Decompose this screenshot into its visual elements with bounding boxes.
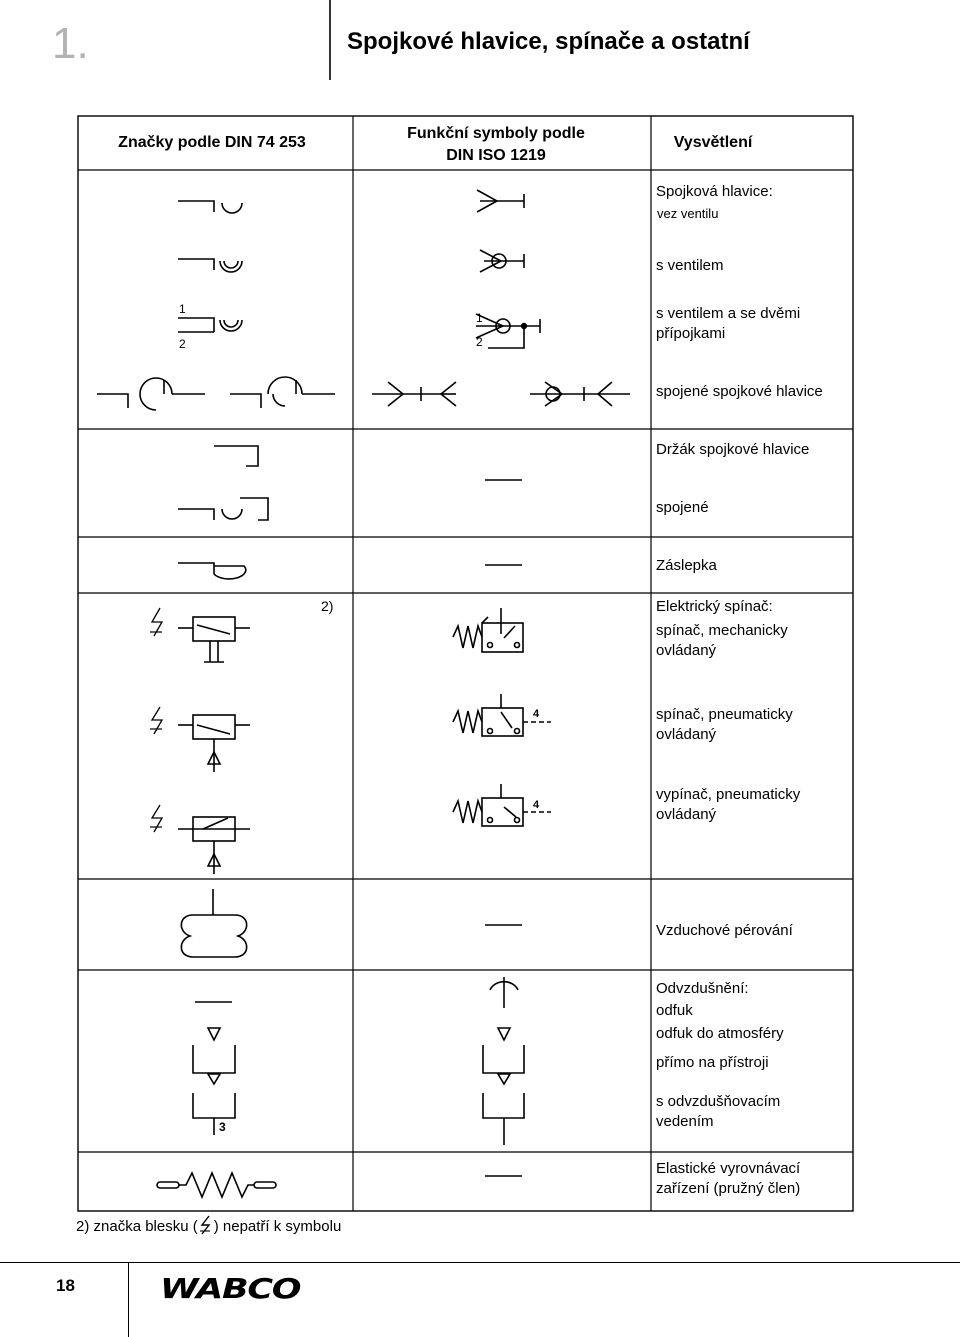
- desc-exhaust-line-2: vedením: [656, 1113, 714, 1130]
- desc-coupling-no-valve: vez ventilu: [657, 206, 719, 221]
- din-coupling-two-ports-symbol: [178, 302, 242, 351]
- din-elastic-symbol: [157, 1173, 276, 1197]
- iso-coupled-heads-valve-symbol: [530, 382, 630, 406]
- desc-coupling-two-1: s ventilem a se dvěmi: [656, 305, 801, 322]
- desc-cutoff-pneu-2: ovládaný: [656, 806, 717, 823]
- desc-elastic-1: Elastické vyrovnávací: [656, 1160, 801, 1177]
- port-label-2: 2: [179, 337, 186, 351]
- header-divider: [329, 0, 331, 80]
- footnote-text-after: ) nepatří k symbolu: [213, 1218, 342, 1235]
- desc-switch-pneu-2: ovládaný: [656, 726, 717, 743]
- iso-coupling-valve-symbol: [480, 250, 524, 272]
- header-iso-line1: Funkční symboly podle: [407, 125, 585, 142]
- iso-cutoff-pneu-symbol: [453, 784, 551, 826]
- header-din: Značky podle DIN 74 253: [118, 134, 306, 151]
- wabco-logo: WABCO: [160, 1272, 301, 1305]
- iso-coupling-no-valve-symbol: [477, 190, 524, 212]
- din-exhaust-symbols: [193, 1002, 235, 1135]
- din-blank-cap-symbol: [178, 563, 246, 579]
- desc-coupling-title: Spojková hlavice:: [656, 183, 773, 200]
- iso-switch-pneu-symbol: [453, 694, 551, 736]
- iso-coupled-heads-symbol: [372, 382, 456, 406]
- din-holder-symbol: [214, 446, 258, 466]
- desc-blank-cap: Záslepka: [656, 557, 717, 574]
- desc-exhaust-title: Odvzdušnění:: [656, 980, 749, 997]
- header-iso-line2: DIN ISO 1219: [446, 147, 546, 164]
- desc-coupled-heads: spojené spojkové hlavice: [656, 383, 823, 400]
- page-number: 18: [56, 1276, 75, 1295]
- port-label-3: 3: [219, 1120, 226, 1134]
- desc-switch-mech-2: ovládaný: [656, 642, 717, 659]
- header-explanation: Vysvětlení: [673, 134, 753, 151]
- desc-switch-title: Elektrický spínač:: [656, 598, 773, 615]
- iso-port-label-1: 1: [476, 311, 483, 325]
- footnote: [76, 1215, 341, 1235]
- desc-holder: Držák spojkové hlavice: [656, 441, 810, 458]
- desc-coupling-two-2: přípojkami: [656, 325, 726, 342]
- desc-holder-joined: spojené: [656, 499, 709, 516]
- footer-divider: [128, 1262, 129, 1337]
- iso-port-label-4b: 4: [533, 799, 540, 811]
- iso-exhaust-symbols: [483, 977, 524, 1145]
- footnote-mark: 2): [321, 598, 334, 614]
- din-air-suspension-symbol: [181, 889, 246, 957]
- desc-exhaust-direct: přímo na přístroji: [656, 1054, 769, 1071]
- symbol-table: [77, 115, 854, 1212]
- desc-coupling-valve: s ventilem: [656, 257, 724, 274]
- desc-exhaust-atm: odfuk do atmosféry: [656, 1025, 784, 1042]
- din-holder-joined-symbol: [178, 498, 268, 520]
- din-switch-pneu-symbol: [150, 707, 250, 772]
- din-cutoff-pneu-symbol: [150, 805, 250, 874]
- footnote-text-before: 2) značka blesku (: [76, 1218, 198, 1235]
- din-switch-mech-symbol: [150, 608, 250, 662]
- page-title: Spojkové hlavice, spínače a ostatní: [347, 28, 750, 55]
- desc-air-suspension: Vzduchové pérování: [656, 922, 793, 939]
- iso-port-label-2: 2: [476, 335, 483, 349]
- din-coupled-heads-symbol: [97, 378, 205, 410]
- desc-switch-mech-1: spínač, mechanicky: [656, 622, 788, 639]
- footer-rule: [0, 1262, 960, 1263]
- section-number: 1.: [52, 19, 89, 68]
- table-border: [78, 116, 853, 1211]
- desc-elastic-2: zařízení (pružný člen): [656, 1180, 801, 1197]
- desc-switch-pneu-1: spínač, pneumaticky: [656, 706, 793, 723]
- desc-cutoff-pneu-1: vypínač, pneumaticky: [656, 786, 801, 803]
- iso-port-label-4: 4: [533, 708, 540, 720]
- lightning-icon: [198, 1215, 214, 1235]
- iso-coupling-two-ports-symbol: [476, 311, 540, 349]
- din-coupled-heads-valve-symbol: [230, 377, 335, 408]
- iso-switch-mech-symbol: [453, 608, 523, 652]
- port-label-1: 1: [179, 302, 186, 316]
- din-coupling-no-valve-symbol: [178, 201, 242, 213]
- desc-exhaust: odfuk: [656, 1002, 693, 1019]
- desc-exhaust-line-1: s odvzdušňovacím: [656, 1093, 781, 1110]
- din-coupling-valve-symbol: [178, 259, 242, 272]
